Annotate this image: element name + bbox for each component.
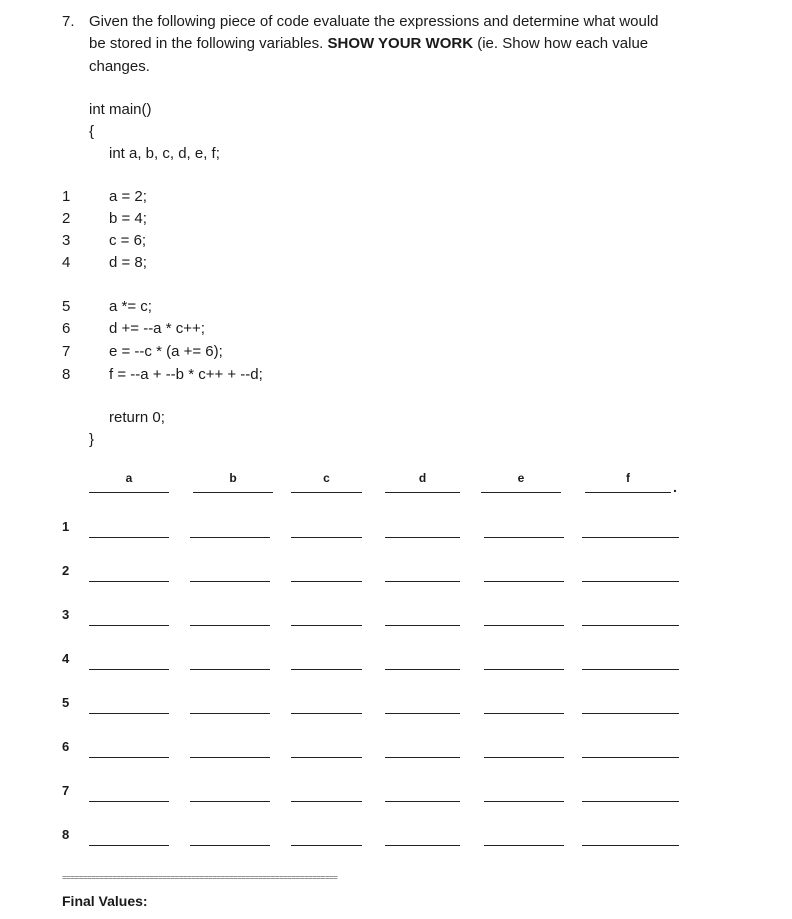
answer-blank-c[interactable] [291,845,362,846]
answer-blank-e[interactable] [484,801,564,802]
answer-row-label: 4 [62,651,70,666]
answer-row [0,607,792,629]
question-text-line-1: Given the following piece of code evaluate the expressions and determine what would [89,13,659,30]
answer-blank-b[interactable] [190,581,270,582]
code-line-number: 4 [62,254,71,271]
answer-blank-c[interactable] [291,669,362,670]
answer-blank-d[interactable] [385,801,460,802]
code-line: e = --c * (a += 6); [109,343,223,360]
answer-blank-d[interactable] [385,537,460,538]
answer-blank-b[interactable] [190,757,270,758]
answer-blank-a[interactable] [89,537,169,538]
answer-blank-f[interactable] [582,757,679,758]
column-header-f: f [585,470,671,493]
code-line-number: 3 [62,232,71,249]
double-separator-line [62,876,680,882]
header-trailing-dot: . [673,479,677,495]
answer-blank-a[interactable] [89,581,169,582]
answer-blank-d[interactable] [385,757,460,758]
answer-blank-d[interactable] [385,845,460,846]
answer-blank-c[interactable] [291,625,362,626]
answer-blank-b[interactable] [190,801,270,802]
code-close-brace: } [89,431,95,448]
answer-blank-f[interactable] [582,581,679,582]
answer-row-label: 7 [62,783,70,798]
code-declaration: int a, b, c, d, e, f; [109,145,220,162]
answer-blank-e[interactable] [484,625,564,626]
answer-blank-a[interactable] [89,669,169,670]
code-line: a = 2; [109,188,147,205]
final-values-label: Final Values: [62,893,148,909]
answer-blank-d[interactable] [385,713,460,714]
answer-blank-a[interactable] [89,801,169,802]
separator-text: ================================================================== [62,874,338,882]
show-your-work-emphasis: SHOW YOUR WORK [327,35,474,52]
code-line-number: 8 [62,366,71,383]
answer-row-label: 1 [62,519,70,534]
answer-blank-e[interactable] [484,845,564,846]
question-number: 7. [62,13,75,30]
column-header-c: c [291,470,362,493]
answer-row [0,651,792,673]
code-line: c = 6; [109,232,147,249]
answer-row-label: 3 [62,607,70,622]
answer-blank-b[interactable] [190,625,270,626]
answer-row-label: 6 [62,739,70,754]
answer-blank-c[interactable] [291,757,362,758]
answer-blank-a[interactable] [89,625,169,626]
answer-blank-c[interactable] [291,801,362,802]
answer-row [0,827,792,849]
question-text-tail: (ie. Show how each value [473,35,649,52]
code-line: f = --a + --b * c++ + --d; [109,366,263,383]
code-line-number: 2 [62,210,71,227]
answer-blank-e[interactable] [484,669,564,670]
code-line-number: 6 [62,320,71,337]
column-header-e: e [481,470,561,493]
answer-row [0,519,792,541]
question-text-plain: be stored in the following variables. [89,35,328,52]
answer-blank-d[interactable] [385,625,460,626]
answer-blank-e[interactable] [484,581,564,582]
answer-blank-c[interactable] [291,713,362,714]
question-text-line-2 [89,33,648,55]
answer-blank-a[interactable] [89,845,169,846]
code-line: d += --a * c++; [109,320,205,337]
column-header-a: a [89,470,169,493]
code-line: d = 8; [109,254,147,271]
answer-row [0,783,792,805]
answer-blank-f[interactable] [582,713,679,714]
code-line-number: 7 [62,343,71,360]
answer-row [0,563,792,585]
answer-blank-f[interactable] [582,669,679,670]
answer-row-label: 2 [62,563,70,578]
answer-blank-a[interactable] [89,757,169,758]
answer-blank-b[interactable] [190,713,270,714]
answer-blank-a[interactable] [89,713,169,714]
answer-blank-d[interactable] [385,669,460,670]
answer-blank-e[interactable] [484,537,564,538]
code-line: b = 4; [109,210,147,227]
answer-row [0,695,792,717]
answer-blank-e[interactable] [484,757,564,758]
code-line-number: 1 [62,188,71,205]
answer-table-header [0,470,792,494]
answer-blank-f[interactable] [582,625,679,626]
answer-blank-e[interactable] [484,713,564,714]
code-line-number: 5 [62,298,71,315]
answer-blank-b[interactable] [190,845,270,846]
answer-blank-f[interactable] [582,537,679,538]
code-line: a *= c; [109,298,152,315]
code-open-brace: { [89,123,95,140]
answer-blank-d[interactable] [385,581,460,582]
answer-row-label: 8 [62,827,70,842]
code-signature: int main() [89,101,152,118]
code-return: return 0; [109,409,165,426]
answer-blank-f[interactable] [582,801,679,802]
answer-blank-b[interactable] [190,537,270,538]
answer-blank-c[interactable] [291,537,362,538]
answer-blank-f[interactable] [582,845,679,846]
answer-blank-c[interactable] [291,581,362,582]
answer-row [0,739,792,761]
answer-row-label: 5 [62,695,70,710]
question-text-line-3: changes. [89,58,150,75]
column-header-b: b [193,470,273,493]
answer-blank-b[interactable] [190,669,270,670]
column-header-d: d [385,470,460,493]
